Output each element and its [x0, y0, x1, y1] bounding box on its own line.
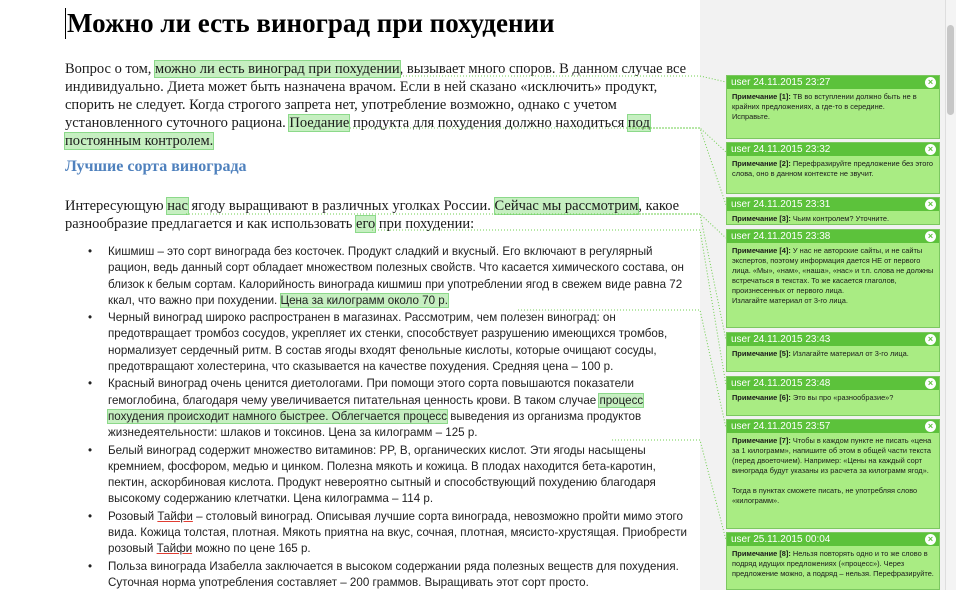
- close-icon[interactable]: ×: [925, 421, 936, 432]
- misspelled-word[interactable]: Тайфи: [156, 542, 193, 556]
- comment-anchor-1[interactable]: можно ли есть виноград при похудении: [155, 61, 400, 77]
- comment-author-date: user 24.11.2015 23:43: [731, 334, 831, 345]
- comment-author-date: user 24.11.2015 23:38: [731, 231, 831, 242]
- comment-label: Примечание [7]:: [732, 436, 791, 445]
- comment-label: Примечание [1]:: [732, 92, 791, 101]
- intro-paragraph: [65, 60, 690, 150]
- document-title: Можно ли есть виноград при похудении: [67, 8, 555, 38]
- body-text: , какое разнообразие предлагается и как использовать: [65, 198, 680, 232]
- comment-anchor-6[interactable]: его: [356, 216, 376, 232]
- list-item: [88, 509, 688, 558]
- comment-author-date: user 24.11.2015 23:57: [731, 421, 831, 432]
- list-item-text: Розовый: [108, 509, 158, 523]
- list-item-text: Белый виноград содержит множество витаминов: PP, B, органических кислот. Эти ягоды насыщены кремнием, фосфором, медью и цинком. Полезна мякоть и кожица. В плодах находится бета-каротин, пектин, аскорбиновая кислота. Продукт невероятно сытный и способствующий похудению благодаря высокому содержанию клетчатки. Цена килограмма – 114 р.: [108, 443, 656, 506]
- comment-text: ТВ во вступлении должно быть не в крайних предложениях, а где-то в середине. Исправьте.: [732, 92, 917, 121]
- comment-balloon-7[interactable]: [726, 419, 940, 529]
- comment-text: Перефразируйте предложение без этого слова, оно в данном контексте не звучит.: [732, 159, 934, 178]
- misspelled-word[interactable]: Тайфи: [157, 509, 193, 523]
- body-paragraph: [65, 197, 690, 233]
- comment-balloon-4[interactable]: [726, 229, 940, 328]
- close-icon[interactable]: ×: [925, 199, 936, 210]
- comment-label: Примечание [8]:: [732, 549, 791, 558]
- list-item-text: – столовый виноград. Описывая лучшие сорта винограда, невозможно пройти мимо этого вида. Кожица толстая, плотная. Мякоть приятна на вкус, сочная, плотная, мясисто-хрустящая. Приобрести розовый: [108, 509, 688, 556]
- body-text: при похудении:: [375, 216, 475, 232]
- body-text: Интересующую: [65, 198, 168, 214]
- comment-text: Чтобы в каждом пункте не писать «цена за 1 килограмм», напишите об этом в общей части текста (перед двоеточием). Например: «Цены на каждый сорт винограда будут указаны из расчета за килограмм ягод». Тогда в пунктах сможете писать, не употребляя слово «килограмм».: [732, 436, 932, 505]
- intro-text: Вопрос о том,: [65, 61, 156, 77]
- list-item-text: выведения из организма продуктов жизнедеятельности: шлаков и токсинов. Цена за килограмм – 125 р.: [108, 409, 642, 440]
- close-icon[interactable]: ×: [925, 534, 936, 545]
- list-item-text: Черный виноград широко распространен в магазинах. Рассмотрим, чем полезен виноград: он предотвращает тромбоз сосудов, укрепляет их стенки, способствует разрушению имеющихся тромбов, нормализует сердечный ритм. В состав ягоды входят фенольные кислоты, которые очищают сосуды, предотвращают холестерина, что сказывается на качестве похудения. Средняя цена – 100 р.: [108, 311, 668, 374]
- comment-text: Это вы про «разнообразие»?: [790, 393, 894, 402]
- comment-author-date: user 25.11.2015 00:04: [731, 534, 831, 545]
- comment-text: Чьим контролем? Уточните.: [790, 214, 890, 223]
- comment-anchor-4[interactable]: нас: [167, 198, 188, 214]
- list-item-text: Красный виноград очень ценится диетологами. При помощи этого сорта повышаются показатели гемоглобина, благодаря чему увеличивается питательная ценность крови. В таком случае: [108, 377, 634, 407]
- list-item: [88, 443, 688, 508]
- comment-author-date: user 24.11.2015 23:48: [731, 378, 831, 389]
- comment-label: Примечание [2]:: [732, 159, 791, 168]
- grape-varieties-list: [88, 244, 688, 590]
- comment-anchor-7[interactable]: Цена за килограмм около 70 р.: [280, 293, 448, 307]
- comment-author-date: user 24.11.2015 23:27: [731, 77, 831, 88]
- comment-balloon-5[interactable]: [726, 332, 940, 372]
- close-icon[interactable]: ×: [925, 231, 936, 242]
- list-item-text: Польза винограда Изабелла заключается в высоком содержании ряда полезных веществ для похудения. Суточная норма употребления составляет – 200 граммов. Выращивать этот сорт просто.: [108, 559, 679, 589]
- scrollbar-thumb[interactable]: [947, 25, 954, 115]
- comment-label: Примечание [6]:: [732, 393, 791, 402]
- comment-author-date: user 24.11.2015 23:32: [731, 144, 831, 155]
- comment-balloon-8[interactable]: [726, 532, 940, 590]
- comment-anchor-5[interactable]: Сейчас мы рассмотрим: [494, 198, 639, 214]
- comment-text: У нас не авторские сайты, и не сайты экспертов, поэтому информация дается НЕ от первого лица. «Мы», «нам», «наша», «нас» и т.п. слова не должны встречаться в текстах. То же касается глаголов, произнесенных от первого лица. Излагайте материал от 3-го лица.: [732, 246, 934, 305]
- list-item: [88, 244, 688, 309]
- close-icon[interactable]: ×: [925, 378, 936, 389]
- comment-text: Излагайте материал от 3-го лица.: [790, 349, 909, 358]
- comment-balloon-3[interactable]: [726, 197, 940, 225]
- comment-anchor-2[interactable]: Поедание: [289, 115, 350, 131]
- close-icon[interactable]: ×: [925, 144, 936, 155]
- close-icon[interactable]: ×: [925, 77, 936, 88]
- comment-anchor-3[interactable]: под постоянным контролем.: [65, 115, 650, 149]
- body-text: ягоду выращивают в различных уголках России.: [187, 198, 495, 214]
- list-item: [88, 310, 688, 375]
- comment-balloon-2[interactable]: [726, 142, 940, 194]
- intro-text: продукта для похудения должно находиться: [349, 115, 628, 131]
- list-item-text: Кишмиш – это сорт винограда без косточек. Продукт сладкий и вкусный. Его включают в регулярный рацион, ведь данный сорт обладает множеством полезных свойств. Что касается химического состава, он близок к белым сортам. Калорийность винограда кишмиш при употреблении ягод в свежем виде равна 72 ккал, что важно при похудении.: [108, 245, 684, 307]
- comment-label: Примечание [5]:: [732, 349, 791, 358]
- comment-text: Нельзя повторять одно и то же слово в подряд идущих предложениях («процесс»). Через предложение можно, а подряд – нельзя. Перефразируйте.: [732, 549, 934, 578]
- comment-label: Примечание [3]:: [732, 214, 791, 223]
- list-item-text: можно по цене 165 р.: [192, 542, 311, 556]
- comment-label: Примечание [4]:: [732, 246, 791, 255]
- list-item: [88, 376, 688, 441]
- close-icon[interactable]: ×: [925, 334, 936, 345]
- comment-anchor-8[interactable]: процесс похудения происходит намного быстрее. Облегчается процесс: [108, 393, 644, 423]
- comment-balloon-6[interactable]: [726, 376, 940, 416]
- list-item: [88, 559, 688, 590]
- section-heading: Лучшие сорта винограда: [65, 158, 247, 175]
- comment-balloon-1[interactable]: [726, 75, 940, 139]
- comment-author-date: user 24.11.2015 23:31: [731, 199, 831, 210]
- intro-text: , вызывает много споров. В данном случае все индивидуально. Диета может быть назначена врачом. Если в ней сказано «исключить» продукт, спорить не следует. Когда строгого запрета нет, употребление возможно, однако с учетом установленного суточного рациона.: [65, 61, 687, 131]
